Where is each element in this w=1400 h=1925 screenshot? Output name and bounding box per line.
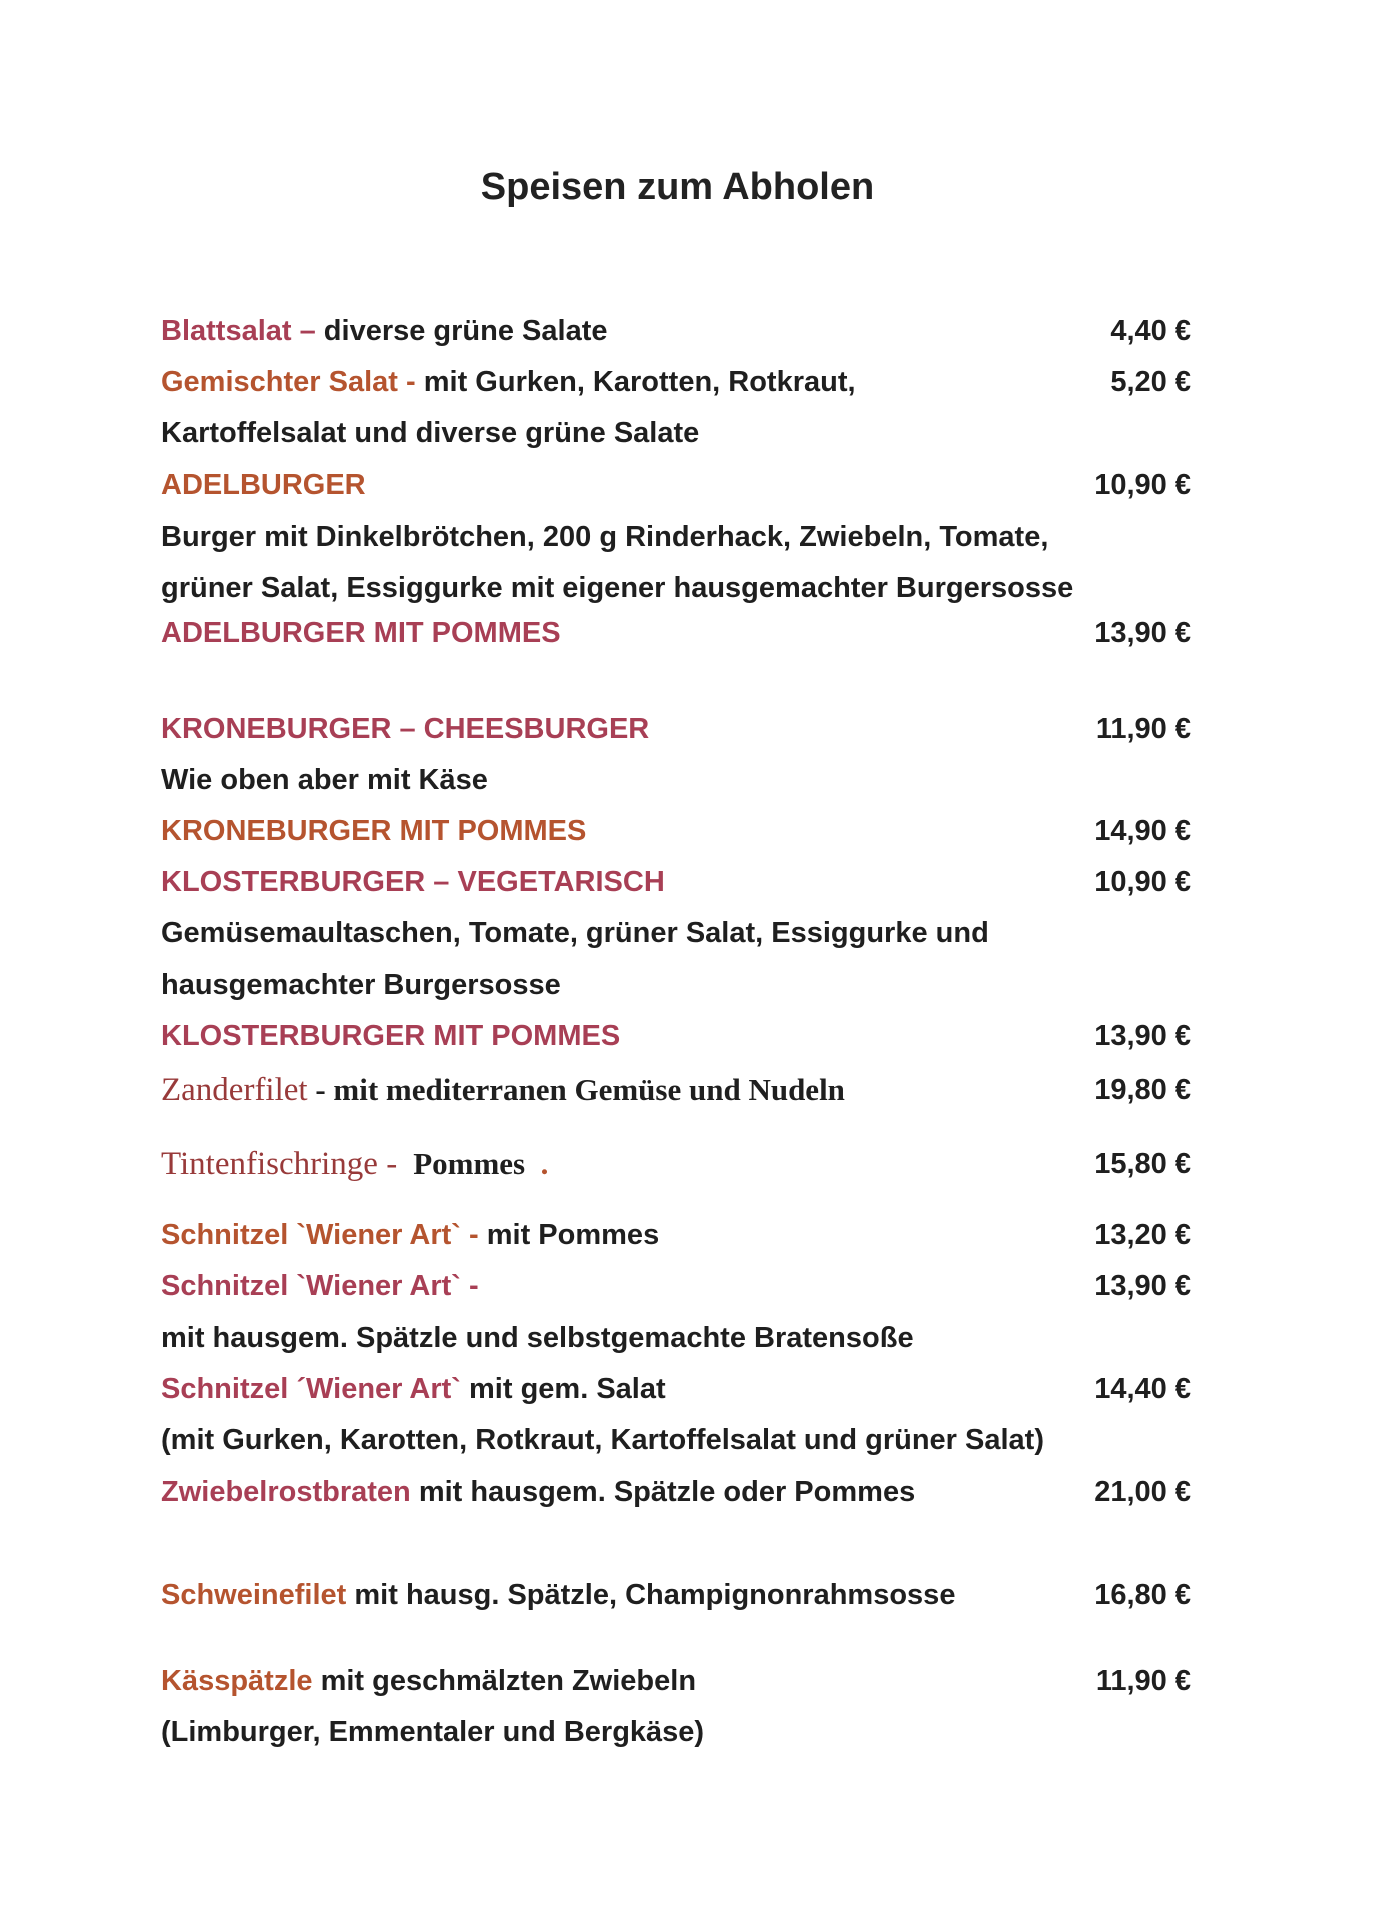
item-name: Tintenfischringe — [161, 1146, 378, 1182]
menu-item-zwiebelrostbraten — [161, 1467, 1191, 1517]
menu-item-kroneburger-pommes — [161, 806, 1191, 856]
item-description: mit Pommes — [486, 1219, 660, 1251]
menu-item-tintenfischringe — [161, 1139, 1191, 1189]
item-name: ADELBURGER — [161, 469, 366, 501]
item-description: Pommes — [413, 1146, 526, 1181]
item-name: Schnitzel `Wiener Art` - — [161, 1270, 479, 1302]
description-line — [161, 408, 1191, 458]
item-description: mit hausgem. Spätzle und selbstgemachte Bratensoße — [161, 1322, 914, 1354]
item-description: mit hausgem. Spätzle oder Pommes — [410, 1476, 916, 1508]
menu-item-schnitzel-pommes — [161, 1210, 1191, 1260]
item-price: 13,90 € — [1094, 617, 1191, 649]
menu-item-zanderfilet — [161, 1065, 1191, 1115]
item-price: 4,40 € — [1110, 315, 1191, 347]
item-price: 13,90 € — [1094, 1270, 1191, 1302]
item-name: KLOSTERBURGER – VEGETARISCH — [161, 866, 665, 898]
item-description: (mit Gurken, Karotten, Rotkraut, Kartoffelsalat und grüner Salat) — [161, 1424, 1044, 1456]
item-separator: - — [460, 1219, 487, 1251]
item-price: 13,90 € — [1094, 1020, 1191, 1052]
item-price: 15,80 € — [1094, 1148, 1191, 1180]
menu-item-kaesspaetzle — [161, 1656, 1191, 1706]
description-line — [161, 1415, 1191, 1465]
menu-item-klosterburger-pommes — [161, 1011, 1191, 1061]
item-separator: - — [307, 1072, 334, 1107]
description-line — [161, 563, 1191, 613]
item-name: Schnitzel `Wiener Art` — [161, 1219, 461, 1251]
item-separator: - — [377, 1146, 406, 1182]
item-price: 14,90 € — [1094, 815, 1191, 847]
item-name: Blattsalat — [161, 315, 292, 347]
item-name: Kässpätzle — [161, 1665, 313, 1697]
item-price: 10,90 € — [1094, 866, 1191, 898]
description-line — [161, 908, 1191, 958]
description-line — [161, 512, 1191, 562]
menu-item-gemischter-salat — [161, 357, 1191, 407]
item-description: mit gem. Salat — [460, 1373, 666, 1405]
item-name: Zanderfilet — [161, 1072, 308, 1108]
item-price: 19,80 € — [1094, 1074, 1191, 1106]
item-description: mit geschmälzten Zwiebeln — [312, 1665, 697, 1697]
menu-item-schweinefilet — [161, 1570, 1191, 1620]
item-description: mit mediterranen Gemüse und Nudeln — [333, 1072, 845, 1107]
item-description: mit hausg. Spätzle, Champignonrahmsosse — [346, 1579, 956, 1611]
item-description: Kartoffelsalat und diverse grüne Salate — [161, 417, 700, 449]
item-price: 5,20 € — [1110, 366, 1191, 398]
item-description: Burger mit Dinkelbrötchen, 200 g Rinderhack, Zwiebeln, Tomate, — [161, 521, 1049, 553]
description-line — [161, 960, 1191, 1010]
item-description: (Limburger, Emmentaler und Bergkäse) — [161, 1716, 705, 1748]
item-name: Zwiebelrostbraten — [161, 1476, 411, 1508]
item-separator: - — [397, 366, 424, 398]
item-description: mit Gurken, Karotten, Rotkraut, — [423, 366, 856, 398]
item-description: Gemüsemaultaschen, Tomate, grüner Salat, Essiggurke und — [161, 917, 989, 949]
item-description: grüner Salat, Essiggurke mit eigener hausgemachter Burgersosse — [161, 572, 1074, 604]
item-description: Wie oben aber mit Käse — [161, 764, 488, 796]
menu-item-blattsalat — [161, 306, 1191, 356]
item-name: ADELBURGER MIT POMMES — [161, 617, 561, 649]
item-price: 16,80 € — [1094, 1579, 1191, 1611]
item-name: KRONEBURGER – CHEESBURGER — [161, 713, 650, 745]
item-dot: . — [540, 1146, 549, 1181]
menu-item-schnitzel-spaetzle — [161, 1261, 1191, 1311]
item-price: 11,90 € — [1095, 1665, 1191, 1697]
item-description: hausgemachter Burgersosse — [161, 969, 561, 1001]
menu-item-kroneburger — [161, 704, 1191, 754]
menu-item-adelburger-pommes — [161, 608, 1191, 658]
item-description: diverse grüne Salate — [323, 315, 608, 347]
item-name: Schweinefilet — [161, 1579, 347, 1611]
menu-item-schnitzel-salat — [161, 1364, 1191, 1414]
item-name: KLOSTERBURGER MIT POMMES — [161, 1020, 621, 1052]
item-price: 10,90 € — [1094, 469, 1191, 501]
item-separator: – — [291, 315, 324, 347]
item-price: 13,20 € — [1094, 1219, 1191, 1251]
menu-item-klosterburger — [161, 857, 1191, 907]
item-price: 11,90 € — [1095, 713, 1191, 745]
menu-item-adelburger — [161, 460, 1191, 510]
description-line — [161, 1707, 1191, 1757]
page-title: Speisen zum Abholen — [480, 166, 875, 208]
item-name: Gemischter Salat — [161, 366, 398, 398]
description-line — [161, 1313, 1191, 1363]
item-price: 21,00 € — [1094, 1476, 1191, 1508]
description-line — [161, 755, 1191, 805]
item-price: 14,40 € — [1094, 1373, 1191, 1405]
item-name: KRONEBURGER MIT POMMES — [161, 815, 587, 847]
item-name: Schnitzel ´Wiener Art` — [161, 1373, 461, 1405]
